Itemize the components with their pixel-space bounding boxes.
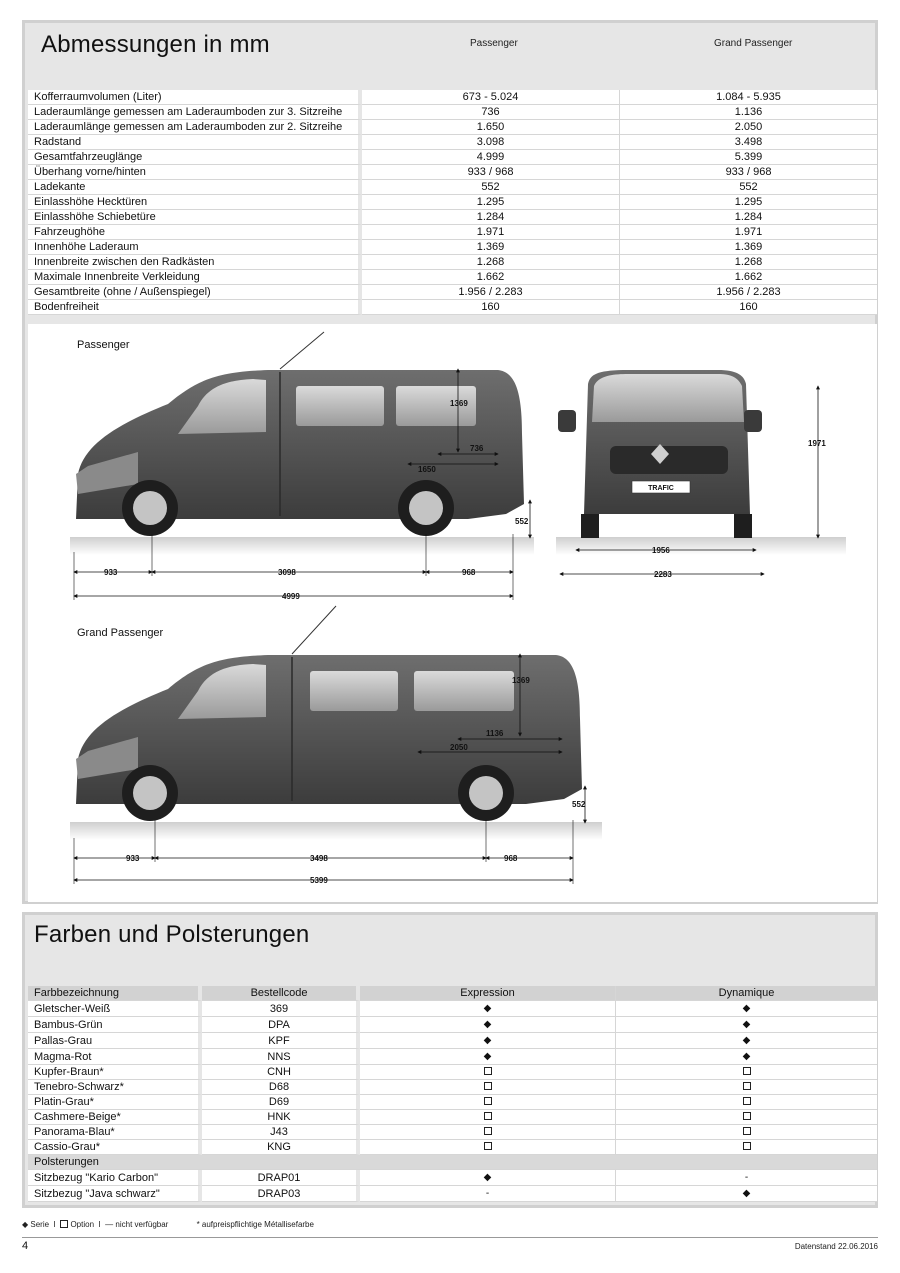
color-name: Magma-Rot — [28, 1049, 202, 1065]
date-stamp: Datenstand 22.06.2016 — [794, 1242, 878, 1251]
passenger-value: 1.650 — [362, 120, 620, 135]
diamond-icon: ◆ — [742, 1019, 751, 1030]
color-name: Gletscher-Weiß — [28, 1001, 202, 1017]
header-name: Farbbezeichnung — [28, 986, 202, 1001]
dimension-label: Laderaumlänge gemessen am Laderaumboden zur 3. Sitzreihe — [28, 105, 362, 120]
diamond-icon: ◆ — [483, 1003, 492, 1014]
legend-option: Option — [70, 1220, 95, 1229]
grand-passenger-value: 3.498 — [620, 135, 877, 150]
option-box-icon — [484, 1082, 492, 1090]
gp-overhang-front-label: 933 — [126, 854, 140, 863]
header-code: Bestellcode — [202, 986, 360, 1001]
passenger-front-view — [556, 370, 846, 579]
color-name: Pallas-Grau — [28, 1033, 202, 1049]
dash-icon: - — [485, 1188, 490, 1199]
grand-passenger-value: 1.284 — [620, 210, 877, 225]
dimension-row — [28, 135, 877, 150]
dimension-row — [28, 285, 877, 300]
legend-metallic: * aufpreispflichtige Métallisefarbe — [196, 1220, 314, 1229]
dimension-row — [28, 195, 877, 210]
dynamique-availability — [616, 1140, 877, 1155]
passenger-value: 1.956 / 2.283 — [362, 285, 620, 300]
diamond-icon: ◆ — [742, 1188, 751, 1199]
dynamique-availability — [616, 1186, 877, 1202]
order-code: DPA — [202, 1017, 360, 1033]
gp-load-3rd-label: 1136 — [486, 729, 504, 738]
drawings-area — [28, 324, 877, 902]
passenger-value: 1.971 — [362, 225, 620, 240]
dynamique-availability — [616, 1095, 877, 1110]
grand-passenger-value: 5.399 — [620, 150, 877, 165]
mirror-right — [744, 410, 762, 432]
order-code: J43 — [202, 1125, 360, 1140]
passenger-value: 1.268 — [362, 255, 620, 270]
length-label: 4999 — [282, 592, 300, 601]
color-row — [28, 1033, 877, 1049]
color-name: Tenebro-Schwarz* — [28, 1080, 202, 1095]
header-expression: Expression — [360, 986, 616, 1001]
passenger-label: Passenger — [77, 339, 130, 351]
order-code: DRAP01 — [202, 1170, 360, 1186]
order-code: D69 — [202, 1095, 360, 1110]
sill-label: 552 — [515, 517, 529, 526]
color-name: Cashmere-Beige* — [28, 1110, 202, 1125]
dynamique-availability — [616, 1170, 877, 1186]
color-row — [28, 1001, 877, 1017]
dimension-row — [28, 210, 877, 225]
middle-window — [296, 386, 384, 426]
color-name: Bambus-Grün — [28, 1017, 202, 1033]
grand-passenger-value: 1.136 — [620, 105, 877, 120]
dimension-label: Bodenfreiheit — [28, 300, 362, 315]
wheelbase-label: 3098 — [278, 568, 296, 577]
dimension-row — [28, 150, 877, 165]
col-head-passenger: Passenger — [470, 38, 518, 49]
passenger-value: 1.284 — [362, 210, 620, 225]
dimension-label: Ladekante — [28, 180, 362, 195]
dimension-row — [28, 165, 877, 180]
dimension-row — [28, 105, 877, 120]
legend-serie-symbol: ◆ — [22, 1220, 29, 1229]
color-name: Platin-Grau* — [28, 1095, 202, 1110]
order-code: KNG — [202, 1140, 360, 1155]
color-name: Cassio-Grau* — [28, 1140, 202, 1155]
option-box-icon — [743, 1142, 751, 1150]
legend — [22, 1220, 314, 1229]
order-code: D68 — [202, 1080, 360, 1095]
grand-passenger-side-view — [70, 606, 602, 885]
color-row — [28, 1065, 877, 1080]
ground-shadow-gp — [70, 822, 602, 840]
dynamique-availability — [616, 1017, 877, 1033]
diamond-icon: ◆ — [742, 1035, 751, 1046]
option-box-icon — [743, 1127, 751, 1135]
grand-passenger-value: 1.369 — [620, 240, 877, 255]
expression-availability — [360, 1170, 616, 1186]
passenger-value: 1.662 — [362, 270, 620, 285]
dimension-row — [28, 255, 877, 270]
passenger-value: 673 - 5.024 — [362, 90, 620, 105]
dimension-label: Laderaumlänge gemessen am Laderaumboden zur 2. Sitzreihe — [28, 120, 362, 135]
dimensions-table — [28, 90, 877, 315]
expression-availability — [360, 1065, 616, 1080]
passenger-value: 1.369 — [362, 240, 620, 255]
legend-separator-2: I — [98, 1220, 101, 1229]
colors-title: Farben und Polsterungen — [34, 921, 310, 948]
dimension-label: Fahrzeughöhe — [28, 225, 362, 240]
passenger-value: 1.295 — [362, 195, 620, 210]
grand-passenger-value: 933 / 968 — [620, 165, 877, 180]
dimension-row — [28, 90, 877, 105]
expression-availability — [360, 1110, 616, 1125]
option-box-icon — [484, 1112, 492, 1120]
load-3rd-label: 736 — [470, 444, 484, 453]
color-row — [28, 1140, 877, 1155]
color-row — [28, 1017, 877, 1033]
expression-availability — [360, 1125, 616, 1140]
dynamique-availability — [616, 1065, 877, 1080]
antenna — [280, 332, 324, 369]
order-code: KPF — [202, 1033, 360, 1049]
inner-height-label: 1369 — [450, 399, 468, 408]
passenger-side-view — [70, 332, 534, 601]
front-width-label: 1956 — [652, 546, 670, 555]
badge-text: TRAFIC — [648, 485, 674, 492]
legend-serie: Serie — [30, 1220, 50, 1229]
gp-inner-height-label: 1369 — [512, 676, 530, 685]
grille — [610, 446, 728, 474]
dimension-label: Gesamtfahrzeuglänge — [28, 150, 362, 165]
colors-header-row — [28, 986, 877, 1001]
expression-availability — [360, 1049, 616, 1065]
grand-passenger-value: 1.084 - 5.935 — [620, 90, 877, 105]
option-box-icon — [743, 1112, 751, 1120]
grand-passenger-value: 1.295 — [620, 195, 877, 210]
grand-passenger-label: Grand Passenger — [77, 627, 164, 639]
option-box-icon — [484, 1142, 492, 1150]
diamond-icon: ◆ — [742, 1051, 751, 1062]
dimension-row — [28, 120, 877, 135]
passenger-value: 933 / 968 — [362, 165, 620, 180]
mirror-left — [558, 410, 576, 432]
dimension-row — [28, 225, 877, 240]
expression-availability — [360, 1001, 616, 1017]
front-width-mirrors-label: 2283 — [654, 570, 672, 579]
dash-icon: - — [744, 1172, 749, 1183]
page-number: 4 — [22, 1240, 29, 1252]
gp-length-label: 5399 — [310, 876, 328, 885]
windscreen — [592, 374, 744, 422]
dimension-label: Innenhöhe Laderaum — [28, 240, 362, 255]
gp-load-2nd-label: 2050 — [450, 743, 468, 752]
dimensions-title: Abmessungen in mm — [41, 31, 270, 58]
passenger-value: 3.098 — [362, 135, 620, 150]
order-code: 369 — [202, 1001, 360, 1017]
dynamique-availability — [616, 1033, 877, 1049]
order-code: CNH — [202, 1065, 360, 1080]
dimension-row — [28, 300, 877, 315]
expression-availability — [360, 1033, 616, 1049]
dimension-row — [28, 270, 877, 285]
header-dynamique: Dynamique — [616, 986, 877, 1001]
color-row — [28, 1049, 877, 1065]
dynamique-availability — [616, 1080, 877, 1095]
colors-panel — [22, 912, 878, 1208]
footer-divider — [22, 1237, 878, 1238]
color-name: Sitzbezug "Java schwarz" — [28, 1186, 202, 1202]
grand-passenger-value: 1.956 / 2.283 — [620, 285, 877, 300]
color-row — [28, 1170, 877, 1186]
overhang-front-label: 933 — [104, 568, 118, 577]
color-name: Panorama-Blau* — [28, 1125, 202, 1140]
option-box-icon — [484, 1127, 492, 1135]
colors-table — [28, 986, 877, 1202]
order-code: NNS — [202, 1049, 360, 1065]
option-box-icon — [484, 1097, 492, 1105]
load-2nd-label: 1650 — [418, 465, 436, 474]
legend-separator: I — [53, 1220, 56, 1229]
dimension-label: Gesamtbreite (ohne / Außenspiegel) — [28, 285, 362, 300]
diamond-icon: ◆ — [483, 1035, 492, 1046]
grand-passenger-value: 1.971 — [620, 225, 877, 240]
option-box-icon — [743, 1097, 751, 1105]
expression-availability — [360, 1140, 616, 1155]
option-box-icon — [743, 1082, 751, 1090]
ground-shadow — [70, 537, 534, 555]
expression-availability — [360, 1186, 616, 1202]
vehicle-drawings — [28, 324, 877, 902]
dimension-label: Einlasshöhe Hecktüren — [28, 195, 362, 210]
dimension-label: Kofferraumvolumen (Liter) — [28, 90, 362, 105]
dynamique-availability — [616, 1110, 877, 1125]
diamond-icon: ◆ — [483, 1172, 492, 1183]
grand-passenger-value: 2.050 — [620, 120, 877, 135]
dimension-label: Maximale Innenbreite Verkleidung — [28, 270, 362, 285]
color-row — [28, 1110, 877, 1125]
front-height-label: 1971 — [808, 439, 826, 448]
grand-passenger-value: 552 — [620, 180, 877, 195]
dimension-label: Einlasshöhe Schiebetüre — [28, 210, 362, 225]
passenger-value: 4.999 — [362, 150, 620, 165]
passenger-value: 160 — [362, 300, 620, 315]
color-row — [28, 1080, 877, 1095]
ground-shadow-front — [556, 537, 846, 555]
passenger-value: 552 — [362, 180, 620, 195]
dimension-label: Innenbreite zwischen den Radkästen — [28, 255, 362, 270]
expression-availability — [360, 1095, 616, 1110]
dynamique-availability — [616, 1001, 877, 1017]
dynamique-availability — [616, 1125, 877, 1140]
dimension-label: Radstand — [28, 135, 362, 150]
grand-passenger-value: 1.662 — [620, 270, 877, 285]
diamond-icon: ◆ — [483, 1019, 492, 1030]
expression-availability — [360, 1080, 616, 1095]
gp-sill-label: 552 — [572, 800, 586, 809]
order-code: HNK — [202, 1110, 360, 1125]
option-box-icon — [60, 1220, 68, 1228]
col-head-grand-passenger: Grand Passenger — [714, 38, 793, 49]
legend-none-symbol: — — [105, 1220, 114, 1229]
passenger-value: 736 — [362, 105, 620, 120]
dynamique-availability — [616, 1049, 877, 1065]
expression-availability — [360, 1017, 616, 1033]
color-name: Sitzbezug "Kario Carbon" — [28, 1170, 202, 1186]
dimension-label: Überhang vorne/hinten — [28, 165, 362, 180]
legend-none: nicht verfügbar — [115, 1220, 169, 1229]
color-row — [28, 1125, 877, 1140]
order-code: DRAP03 — [202, 1186, 360, 1202]
grand-passenger-value: 1.268 — [620, 255, 877, 270]
gp-wheelbase-label: 3498 — [310, 854, 328, 863]
diamond-icon: ◆ — [483, 1051, 492, 1062]
color-name: Kupfer-Braun* — [28, 1065, 202, 1080]
option-box-icon — [743, 1067, 751, 1075]
upholstery-header: Polsterungen — [28, 1155, 202, 1170]
dimension-row — [28, 180, 877, 195]
color-row — [28, 1095, 877, 1110]
gp-overhang-rear-label: 968 — [504, 854, 518, 863]
diamond-icon: ◆ — [742, 1003, 751, 1014]
overhang-rear-label: 968 — [462, 568, 476, 577]
dimensions-panel — [22, 20, 878, 904]
dimension-row — [28, 240, 877, 255]
option-box-icon — [484, 1067, 492, 1075]
color-row — [28, 1186, 877, 1202]
grand-passenger-value: 160 — [620, 300, 877, 315]
upholstery-header-row — [28, 1155, 877, 1170]
